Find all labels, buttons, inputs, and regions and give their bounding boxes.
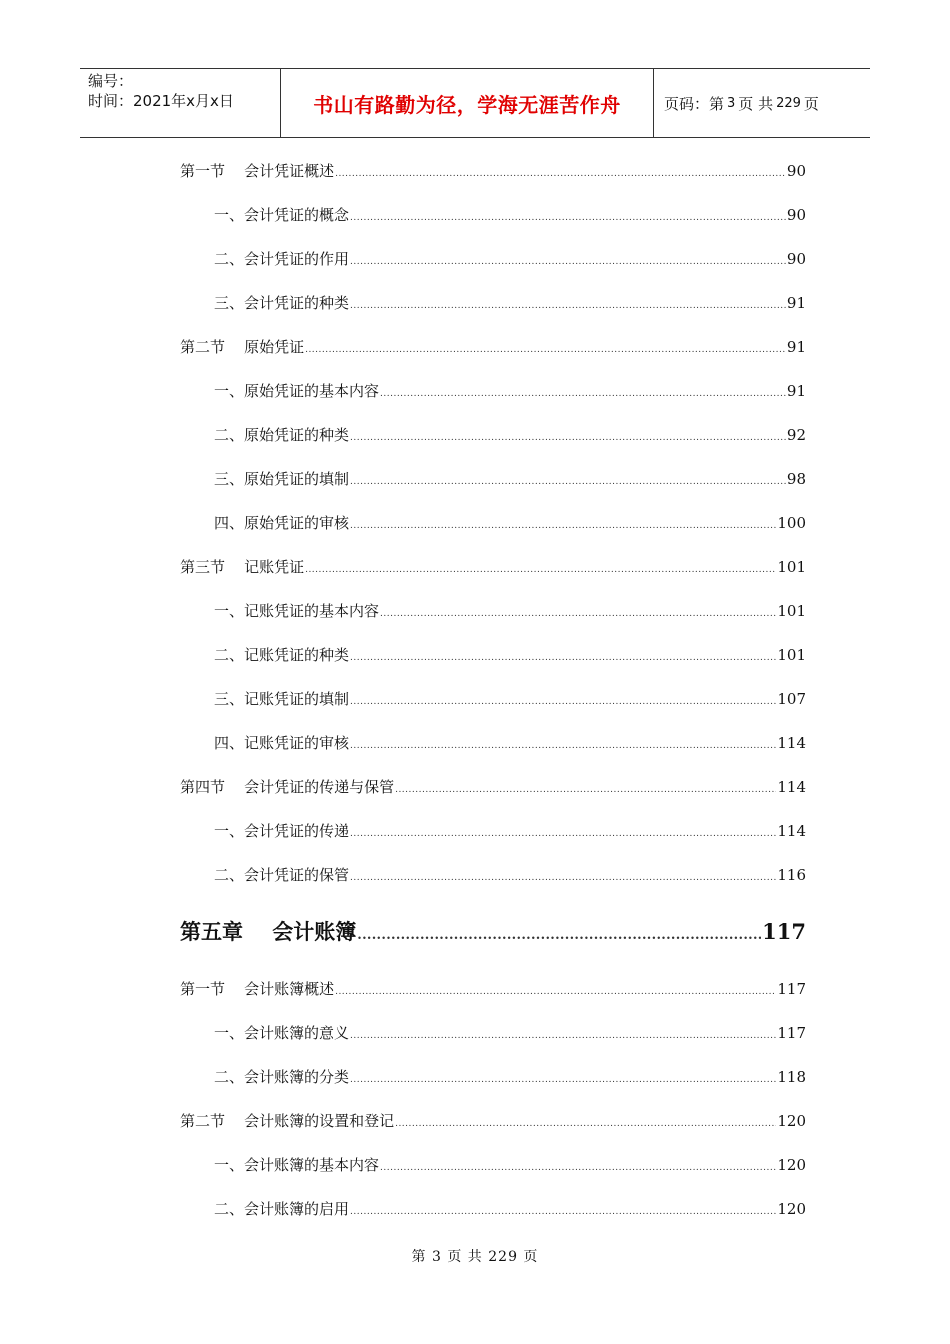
toc-entry[interactable] bbox=[180, 1110, 806, 1134]
toc-entry-page: 114 bbox=[777, 822, 806, 840]
toc-entry-label: 四、原始凭证的审核 bbox=[214, 514, 350, 532]
toc-entry[interactable] bbox=[180, 1198, 806, 1222]
toc-entry[interactable] bbox=[180, 204, 806, 228]
toc-entry-page: 90 bbox=[786, 206, 806, 224]
page-mid: 页 共 bbox=[738, 94, 774, 113]
toc-leader bbox=[335, 169, 786, 179]
toc-entry-label: 第二节 会计账簿的设置和登记 bbox=[180, 1112, 395, 1130]
toc-leader bbox=[357, 928, 761, 943]
toc-leader bbox=[350, 257, 786, 267]
toc-entry-label: 第四节 会计凭证的传递与保管 bbox=[180, 778, 395, 796]
toc-entry-page: 118 bbox=[777, 1068, 806, 1086]
toc-leader bbox=[350, 1207, 776, 1217]
toc-entry-label: 四、记账凭证的审核 bbox=[214, 734, 350, 752]
toc-entry-label: 第五章 会计账簿 bbox=[180, 919, 357, 944]
toc-entry-page: 117 bbox=[777, 1024, 806, 1042]
toc-entry-page: 90 bbox=[786, 250, 806, 268]
toc-entry[interactable] bbox=[180, 732, 806, 756]
toc-leader bbox=[380, 1163, 776, 1173]
page-footer: 第 3 页 共 229 页 bbox=[411, 1249, 539, 1265]
toc-leader bbox=[350, 697, 776, 707]
toc-entry[interactable] bbox=[180, 978, 806, 1002]
toc-entry-page: 91 bbox=[786, 294, 806, 312]
toc-entry-label: 第一节 会计账簿概述 bbox=[180, 980, 335, 998]
toc-entry-page: 101 bbox=[777, 558, 806, 576]
page-prefix: 页码：第 bbox=[664, 94, 725, 113]
toc-leader bbox=[350, 301, 786, 311]
toc-leader bbox=[380, 389, 786, 399]
toc-entry[interactable] bbox=[180, 292, 806, 316]
toc-entry[interactable] bbox=[180, 864, 806, 888]
toc-entry-page: 92 bbox=[786, 426, 806, 444]
toc-entry[interactable] bbox=[180, 1022, 806, 1046]
toc-leader bbox=[350, 1031, 776, 1041]
toc-leader bbox=[350, 433, 786, 443]
toc-leader bbox=[350, 1075, 776, 1085]
header-motto: 书山有路勤为径，学海无涯苦作舟 bbox=[281, 69, 654, 137]
toc-leader bbox=[395, 1119, 776, 1129]
toc-leader bbox=[350, 873, 776, 883]
time-label: 时间：2021年x月x日 bbox=[88, 92, 234, 110]
toc-entry-label: 第一节 会计凭证概述 bbox=[180, 162, 335, 180]
toc-entry-page: 114 bbox=[777, 778, 806, 796]
toc-leader bbox=[350, 213, 786, 223]
toc-entry-page: 116 bbox=[777, 866, 806, 884]
toc-entry-label: 三、记账凭证的填制 bbox=[214, 690, 350, 708]
toc-entry[interactable] bbox=[180, 1066, 806, 1090]
toc-entry-page: 117 bbox=[777, 980, 806, 998]
toc-entry-label: 二、记账凭证的种类 bbox=[214, 646, 350, 664]
page-suffix: 页 bbox=[803, 94, 819, 113]
header-meta bbox=[80, 69, 281, 137]
toc-entry-label: 二、会计凭证的作用 bbox=[214, 250, 350, 268]
toc-entry-label: 一、会计账簿的基本内容 bbox=[214, 1156, 380, 1174]
toc-entry-label: 第三节 记账凭证 bbox=[180, 558, 305, 576]
toc-entry[interactable] bbox=[180, 556, 806, 580]
toc-entry-label: 一、会计凭证的传递 bbox=[214, 822, 350, 840]
toc-leader bbox=[380, 609, 776, 619]
toc-entry[interactable] bbox=[180, 820, 806, 844]
header-page-number bbox=[654, 69, 870, 137]
toc-entry[interactable] bbox=[180, 1154, 806, 1178]
toc-entry-page: 98 bbox=[786, 470, 806, 488]
toc-entry[interactable] bbox=[180, 336, 806, 360]
toc-leader bbox=[335, 987, 776, 997]
toc-entry[interactable] bbox=[180, 644, 806, 668]
serial-label: 编号： bbox=[88, 72, 134, 90]
toc-entry-page: 114 bbox=[777, 734, 806, 752]
toc-entry-label: 二、会计账簿的启用 bbox=[214, 1200, 350, 1218]
toc-entry-page: 100 bbox=[777, 514, 806, 532]
toc-entry-page: 101 bbox=[777, 602, 806, 620]
toc-entry-label: 一、原始凭证的基本内容 bbox=[214, 382, 380, 400]
toc-entry-label: 一、会计凭证的概念 bbox=[214, 206, 350, 224]
toc-entry[interactable] bbox=[180, 776, 806, 800]
toc-leader bbox=[350, 741, 776, 751]
toc-entry-label: 二、会计凭证的保管 bbox=[214, 866, 350, 884]
toc-entry-label: 三、会计凭证的种类 bbox=[214, 294, 350, 312]
toc-leader bbox=[350, 829, 776, 839]
toc-entry-page: 90 bbox=[786, 162, 806, 180]
toc-entry-label: 二、原始凭证的种类 bbox=[214, 426, 350, 444]
page-header bbox=[80, 68, 870, 138]
toc-entry[interactable] bbox=[180, 248, 806, 272]
toc-entry-page: 101 bbox=[777, 646, 806, 664]
toc-entry-label: 二、会计账簿的分类 bbox=[214, 1068, 350, 1086]
toc-entry-page: 107 bbox=[777, 690, 806, 708]
toc-entry[interactable] bbox=[180, 160, 806, 184]
toc-entry-label: 三、原始凭证的填制 bbox=[214, 470, 350, 488]
toc-entry-label: 第二节 原始凭证 bbox=[180, 338, 305, 356]
toc-entry[interactable] bbox=[180, 688, 806, 712]
toc-entry-label: 一、记账凭证的基本内容 bbox=[214, 602, 380, 620]
toc-leader bbox=[305, 345, 786, 355]
toc-entry-page: 91 bbox=[786, 382, 806, 400]
toc-leader bbox=[350, 521, 776, 531]
toc-entry[interactable] bbox=[180, 380, 806, 404]
toc-entry-page: 91 bbox=[786, 338, 806, 356]
toc-entry[interactable] bbox=[180, 424, 806, 448]
page-total: 229 bbox=[776, 95, 801, 111]
toc-entry-label: 一、会计账簿的意义 bbox=[214, 1024, 350, 1042]
toc-entry-page: 120 bbox=[777, 1156, 806, 1174]
toc-entry-page: 117 bbox=[762, 919, 806, 944]
toc-leader bbox=[350, 653, 776, 663]
toc-entry[interactable] bbox=[180, 600, 806, 624]
toc-entry-page: 120 bbox=[777, 1112, 806, 1130]
toc-entry[interactable] bbox=[180, 512, 806, 536]
toc-chapter-entry[interactable] bbox=[180, 916, 806, 948]
toc-leader bbox=[395, 785, 776, 795]
toc-entry-page: 120 bbox=[777, 1200, 806, 1218]
toc-entry[interactable] bbox=[180, 468, 806, 492]
toc-leader bbox=[305, 565, 776, 575]
toc-leader bbox=[350, 477, 786, 487]
page-current: 3 bbox=[727, 95, 736, 111]
